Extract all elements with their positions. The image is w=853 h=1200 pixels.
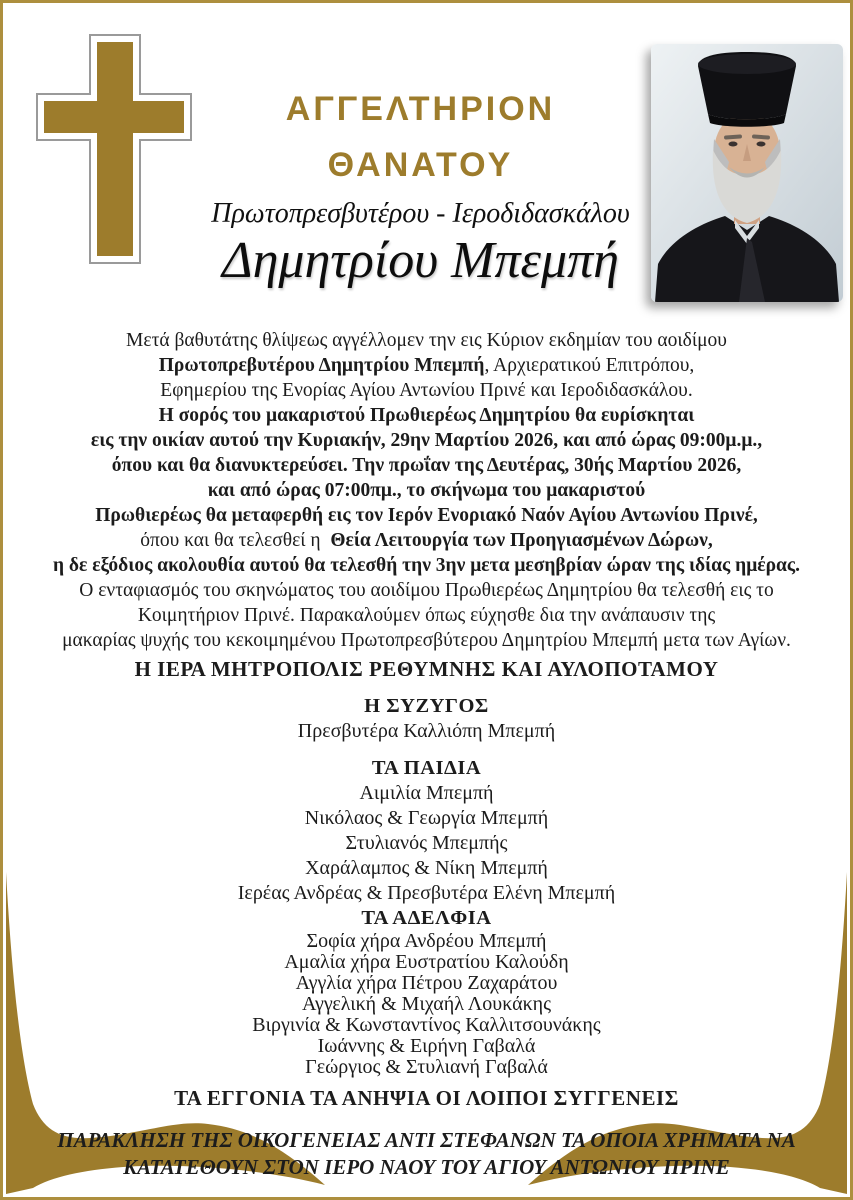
- page-title-line2: ΘΑΝΑΤΟΥ: [327, 146, 514, 184]
- announcement-line: μακαρίας ψυχής του κεκοιμημένου Πρωτοπρεσβύτερου Δημητρίου Μπεμπή μετα των Αγίων.: [62, 630, 791, 651]
- family-request-line2: ΚΑΤΑΤΕΘΟΥΝ ΣΤΟΝ ΙΕΡΟ ΝΑΟΥ ΤΟΥ ΑΓΙΟΥ ΑΝΤΩΝΙΟΥ ΠΡΙΝΕ: [123, 1155, 730, 1179]
- header: [0, 0, 853, 312]
- announcement-line: η δε εξόδιος ακολουθία αυτού θα τελεσθή την 3ην μετα μεσηβρίαν ώραν της ιδίας ημέρας.: [52, 555, 801, 576]
- announcement-line: εις την οικίαν αυτού την Κυριακήν, 29ην Μαρτίου 2026, και από ώρας 09:00μ.μ.,: [90, 430, 763, 451]
- announcement-line-bold-part: Θεία Λειτουργία των Προηγιασμένων Δώρων,: [330, 530, 713, 551]
- sibling-name: Αμαλία χήρα Ευστρατίου Καλούδη: [284, 951, 569, 973]
- siblings-section-header: ΤΑ ΑΔΕΛΦΙΑ: [361, 907, 492, 929]
- family-request-line1: ΠΑΡΑΚΛΗΣΗ ΤΗΣ ΟΙΚΟΓΕΝΕΙΑΣ ΑΝΤΙ ΣΤΕΦΑΝΩΝ ΤΑ ΟΠΟΙΑ ΧΡΗΜΑΤΑ ΝΑ: [57, 1128, 796, 1152]
- announcement-line-regular-part: όπου και θα τελεσθεί η: [140, 530, 326, 551]
- children-section-header: ΤΑ ΠΑΙΔΙΑ: [371, 757, 482, 779]
- title-block: [150, 90, 691, 290]
- siblings-section: [0, 906, 853, 1078]
- sibling-name: Σοφία χήρα Ανδρέου Μπεμπή: [306, 930, 547, 952]
- announcement-line: Κοιμητήριον Πρινέ. Παρακαλούμεν όπως εύχησθε δια την ανάπαυσιν της: [137, 605, 716, 626]
- deceased-name: Δημητρίου Μπεμπή: [222, 232, 619, 289]
- children-section: [0, 756, 853, 906]
- sibling-name: Αγγλία χήρα Πέτρου Ζαχαράτου: [295, 972, 558, 994]
- announcement-line: και από ώρας 07:00πμ., το σκήνωμα του μακαριστού: [207, 480, 646, 501]
- announcement-line: [0, 353, 853, 378]
- sibling-name: Γεώργιος & Στυλιανή Γαβαλά: [305, 1056, 548, 1078]
- child-name: Αιμιλία Μπεμπή: [359, 782, 494, 804]
- wife-section: [0, 694, 853, 744]
- announcement-line: Μετά βαθυτάτης θλίψεως αγγέλλομεν την εις Κύριον εκδημίαν του αοιδίμου: [126, 330, 727, 351]
- family-request: [0, 1127, 853, 1181]
- deceased-title: Πρωτοπρεσβυτέρου - Ιεροδιδασκάλου: [211, 198, 630, 229]
- sibling-name: Βιργινία & Κωνσταντίνος Καλλιτσουνάκης: [252, 1014, 601, 1036]
- announcement-line: όπου και θα διανυκτερεύσει. Την πρωΐαν της Δευτέρας, 30ής Μαρτίου 2026,: [111, 455, 742, 476]
- announcement-line: Πρωθιερέως θα μεταφερθή εις τον Ιερόν Ενοριακό Ναόν Αγίου Αντωνίου Πρινέ,: [95, 505, 758, 526]
- announcement-line: Εφημερίου της Ενορίας Αγίου Αντωνίου Πρινέ και Ιεροδιδασκάλου.: [160, 380, 693, 401]
- page-title-line1: ΑΓΓΕΛΤΗΡΙΟΝ: [285, 90, 556, 128]
- deceased-photo: [651, 44, 843, 302]
- metropolis-line: Η ΙΕΡΑ ΜΗΤΡΟΠΟΛΙΣ ΡΕΘΥΜΝΗΣ ΚΑΙ ΑΥΛΟΠΟΤΑΜΟΥ: [134, 657, 719, 681]
- wife-name: Πρεσβυτέρα Καλλιόπη Μπεμπή: [297, 720, 556, 742]
- announcement-line: [0, 528, 853, 553]
- child-name: Ιερέας Ανδρέας & Πρεσβυτέρα Ελένη Μπεμπή: [237, 882, 616, 904]
- announcement-paragraph: [0, 328, 853, 653]
- child-name: Νικόλαος & Γεωργία Μπεμπή: [304, 807, 549, 829]
- announcement-line-regular-part: , Αρχιερατικού Επιτρόπου,: [484, 355, 695, 376]
- child-name: Χαράλαμπος & Νίκη Μπεμπή: [305, 857, 548, 879]
- relatives-closing-line: ΤΑ ΕΓΓΟΝΙΑ ΤΑ ΑΝΗΨΙΑ ΟΙ ΛΟΙΠΟΙ ΣΥΓΓΕΝΕΙΣ: [174, 1086, 679, 1110]
- announcement-line-bold-part: Πρωτοπρεβυτέρου Δημητρίου Μπεμπή: [158, 355, 485, 376]
- announcement-line: Ο ενταφιασμός του σκηνώματος του αοιδίμου Πρωθιερέως Δημητρίου θα τελεσθή εις το: [79, 580, 774, 601]
- sibling-name: Αγγελική & Μιχαήλ Λουκάκης: [301, 993, 552, 1015]
- child-name: Στυλιανός Μπεμπής: [345, 832, 508, 854]
- wife-section-header: Η ΣΥΖΥΓΟΣ: [364, 695, 489, 717]
- sibling-name: Ιωάννης & Ειρήνη Γαβαλά: [317, 1035, 536, 1057]
- announcement-line: Η σορός του μακαριστού Πρωθιερέως Δημητρίου θα ευρίσκηται: [158, 405, 695, 426]
